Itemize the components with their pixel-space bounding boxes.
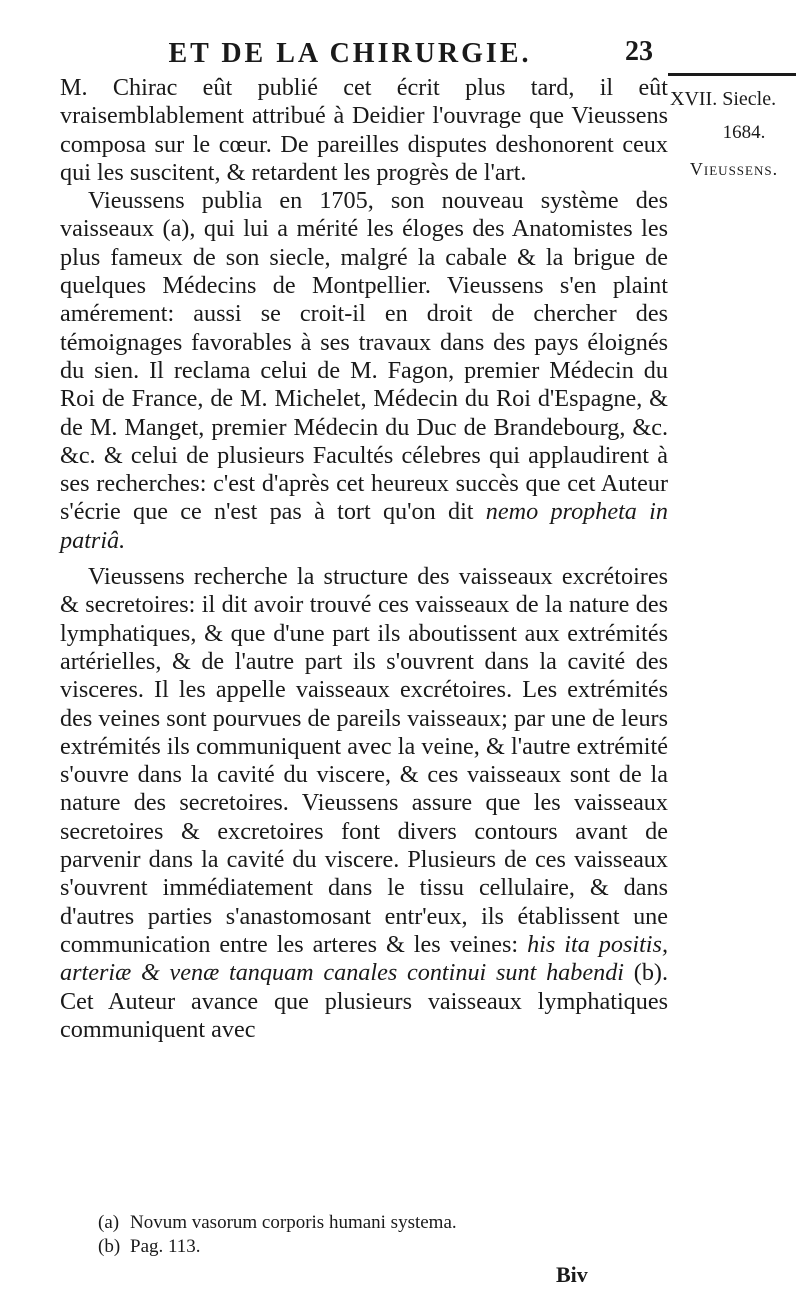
header-rule [668, 73, 796, 76]
page-number: 23 [625, 36, 653, 67]
main-text [60, 74, 668, 1044]
paragraph-1: M. Chirac eût publié cet écrit plus tard, il eût vraisemblablement attribué à Deidier l'ouvrage que Vieussens composa sur le cœur. De pareilles disputes deshonorent ceux qui les suscitent, & retardent les progrès de l'art. [60, 74, 668, 186]
running-title: ET DE LA CHIRURGIE. [168, 38, 532, 69]
paragraph-2-text: Vieussens publia en 1705, son nouveau système des vaisseaux (a), qui lui a mérité les éloges des Anatomistes les plus fameux de son siecle, malgré la cabale & la brigue de quelques Médecins de Montpellier. Vieussens s'en plaint amérement: aussi se croit-il en droit de chercher des témoignages favorables à ses travaux dans des pays éloignés du sien. Il reclama celui de M. Fagon, premier Médecin du Roi de France, de M. Michelet, Médecin du Roi d'Espagne, & de M. Manget, premier Médecin du Duc de Brandebourg, &c. &c. & celui de plusieurs Facultés célebres qui applaudirent à ses recherches: c'est d'après cet heureux succès que cet Auteur s'écrie que ce n'est pas à tort qu'on dit [60, 187, 668, 526]
signature-mark: Biv [556, 1262, 588, 1287]
footnote-a-text: Novum vasorum corporis humani systema. [130, 1212, 457, 1233]
footnote-a [98, 1211, 658, 1235]
margin-century: XVII. Siecle. [670, 88, 777, 110]
paragraph-2 [60, 187, 668, 555]
footnote-a-mark: (a) [98, 1212, 120, 1233]
margin-year: 1684. [722, 122, 766, 143]
paragraph-3-text: Vieussens recherche la structure des vaisseaux excrétoires & secretoires: il dit avoir trouvé ces vaisseaux de la nature des lymphatiques, & que d'une part ils aboutissent aux extrémités artérielles, & de l'autre part ils s'ouvrent dans la cavité des visceres. Il les appelle vaisseaux excrétoires. Les extrémités des veines sont pourvues de pareils vaisseaux; par une de leurs extrémités ils communiquent avec la veine, & l'autre extrémité s'ouvre dans la cavité du viscere, & ces vaisseaux sont de la nature des secretoires. Vieussens assure que les vaisseaux secretoires & excretoires font divers contours avant de parvenir dans la cavité du viscere. Plusieurs de ces vaisseaux s'ouvrent immédiatement dans le tissu cellulaire, & dans d'autres parties s'anastomosant entr'eux, ils établissent une communication entre les arteres & les veines: [60, 563, 668, 958]
paragraph-3-end: (b). Cet Auteur avance que plusieurs vaisseaux lymphatiques communiquent avec [60, 959, 669, 1043]
footnote-b-mark: (b) [98, 1236, 121, 1257]
margin-name: Vieussens. [689, 159, 779, 179]
footnote-b-text: Pag. 113. [130, 1236, 201, 1257]
footnotes [98, 1211, 658, 1259]
paragraph-3 [60, 563, 668, 1044]
footnote-b [98, 1235, 658, 1259]
margin-notes [668, 86, 800, 182]
latin-quote-1: nemo propheta in patriâ. [60, 498, 668, 554]
latin-quote-2: his ita positis, arteriæ & venæ tanquam canales continui sunt habendi [60, 930, 668, 987]
